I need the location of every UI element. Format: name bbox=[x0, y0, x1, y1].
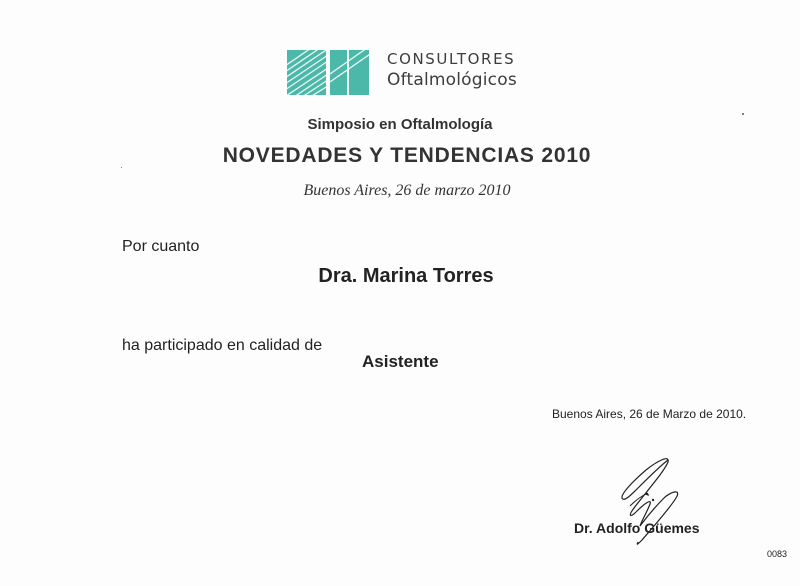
event-place-date: Buenos Aires, 26 de marzo 2010 bbox=[303, 182, 511, 199]
logo-mark-icon bbox=[287, 50, 369, 95]
participant-role: Asistente bbox=[362, 352, 439, 371]
logo-text bbox=[387, 50, 517, 92]
paper-speck bbox=[121, 167, 122, 168]
paper-speck bbox=[742, 113, 744, 115]
logo-line-consultores: CONSULTORES bbox=[387, 50, 516, 68]
serial-number: 0083 bbox=[767, 549, 788, 559]
recipient-name: Dra. Marina Torres bbox=[318, 265, 494, 287]
signer-name: Dr. Adolfo Güemes bbox=[574, 520, 700, 536]
issue-date: Buenos Aires, 26 de Marzo de 2010. bbox=[552, 407, 747, 421]
symposium-heading: Simposio en Oftalmología bbox=[307, 116, 493, 133]
logo-line-oftalmologicos: Oftalmológicos bbox=[387, 70, 517, 90]
event-title: NOVEDADES Y TENDENCIAS 2010 bbox=[222, 144, 592, 167]
organization-logo bbox=[287, 50, 527, 96]
intro-text: Por cuanto bbox=[122, 238, 200, 255]
participation-text: ha participado en calidad de bbox=[122, 337, 323, 354]
